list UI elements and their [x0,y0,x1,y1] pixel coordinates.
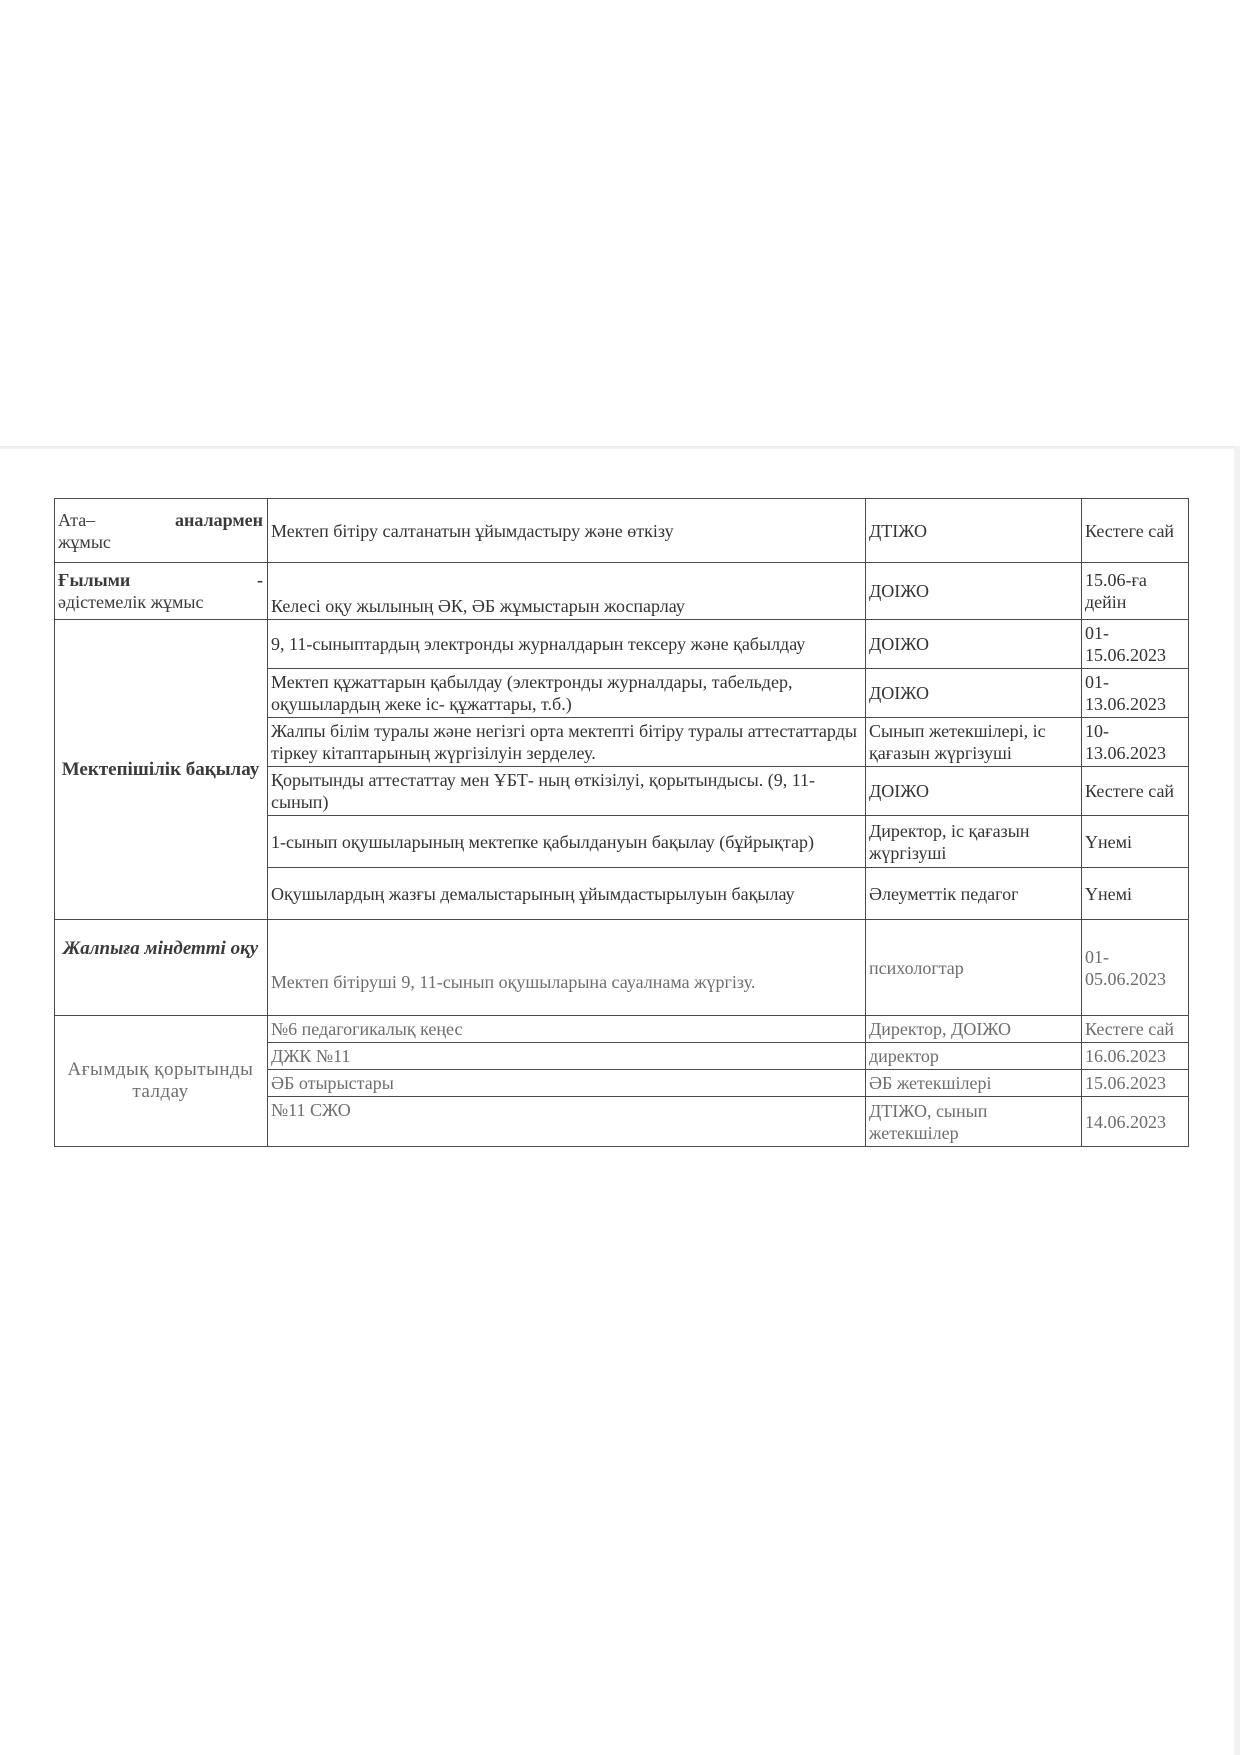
deadline-cell: 01-13.06.2023 [1082,669,1189,718]
category-cell: Ата– аналармен жұмыс [55,499,268,563]
task-cell: Мектеп бітіруші 9, 11-сынып оқушыларына сауалнама жүргізу. [268,920,866,1016]
deadline-cell: 16.06.2023 [1082,1043,1189,1070]
task-cell: Қорытынды аттестаттау мен ҰБТ- ның өткізілуі, қорытындысы. (9, 11-сынып) [268,767,866,816]
responsible-cell: ДОІЖО [866,620,1082,669]
task-cell: Келесі оқу жылының ӘК, ӘБ жұмыстарын жоспарлау [268,563,866,620]
task-cell: №6 педагогикалық кеңес [268,1016,866,1043]
deadline-cell: 15.06.2023 [1082,1070,1189,1097]
responsible-cell: ДОІЖО [866,563,1082,620]
responsible-cell: ӘБ жетекшілері [866,1070,1082,1097]
table-row [55,1016,1189,1043]
deadline-cell: 01-05.06.2023 [1082,920,1189,1016]
deadline-cell: 01-15.06.2023 [1082,620,1189,669]
responsible-cell: Директор, іс қағазын жүргізуші [866,816,1082,868]
table-row [55,920,1189,1016]
responsible-cell: психологтар [866,920,1082,1016]
responsible-cell: ДОІЖО [866,767,1082,816]
deadline-cell: 15.06-ға дейін [1082,563,1189,620]
deadline-cell: Кестеге сай [1082,1016,1189,1043]
category-cell: Мектепішілік бақылау [55,620,268,920]
deadline-cell: Кестеге сай [1082,767,1189,816]
category-cell: Жалпыға міндетті оқу [55,920,268,1016]
category-cell: Ағымдық қорытынды талдау [55,1016,268,1147]
responsible-cell: ДТІЖО [866,499,1082,563]
deadline-cell: 14.06.2023 [1082,1097,1189,1147]
responsible-cell: ДТІЖО, сынып жетекшілер [866,1097,1082,1147]
task-cell: Мектеп құжаттарын қабылдау (электронды журналдары, табельдер, оқушылардың жеке іс- құжаттары, т.б.) [268,669,866,718]
responsible-cell: ДОІЖО [866,669,1082,718]
deadline-cell: Кестеге сай [1082,499,1189,563]
table-row [55,563,1189,620]
table-row [55,499,1189,563]
responsible-cell: Әлеуметтік педагог [866,868,1082,920]
scan-edge-right [1234,446,1240,1755]
deadline-cell: Үнемі [1082,868,1189,920]
task-cell: Мектеп бітіру салтанатын ұйымдастыру және өткізу [268,499,866,563]
deadline-cell: Үнемі [1082,816,1189,868]
table-row [55,620,1189,669]
work-plan-table [54,498,1189,1147]
task-cell: Оқушылардың жазғы демалыстарының ұйымдастырылуын бақылау [268,868,866,920]
category-cell: Ғылыми - әдістемелік жұмыс [55,563,268,620]
responsible-cell: Сынып жетекшілері, іс қағазын жүргізуші [866,718,1082,767]
responsible-cell: директор [866,1043,1082,1070]
task-cell: Жалпы білім туралы және негізгі орта мектепті бітіру туралы аттестаттарды тіркеу кітаптарының жүргізілуін зерделеу. [268,718,866,767]
deadline-cell: 10-13.06.2023 [1082,718,1189,767]
scan-edge [0,446,1240,449]
task-cell: №11 СЖО [268,1097,866,1147]
responsible-cell: Директор, ДОІЖО [866,1016,1082,1043]
task-cell: 9, 11-сыныптардың электронды журналдарын тексеру және қабылдау [268,620,866,669]
task-cell: 1-сынып оқушыларының мектепке қабылдануын бақылау (бұйрықтар) [268,816,866,868]
task-cell: ӘБ отырыстары [268,1070,866,1097]
task-cell: ДЖК №11 [268,1043,866,1070]
